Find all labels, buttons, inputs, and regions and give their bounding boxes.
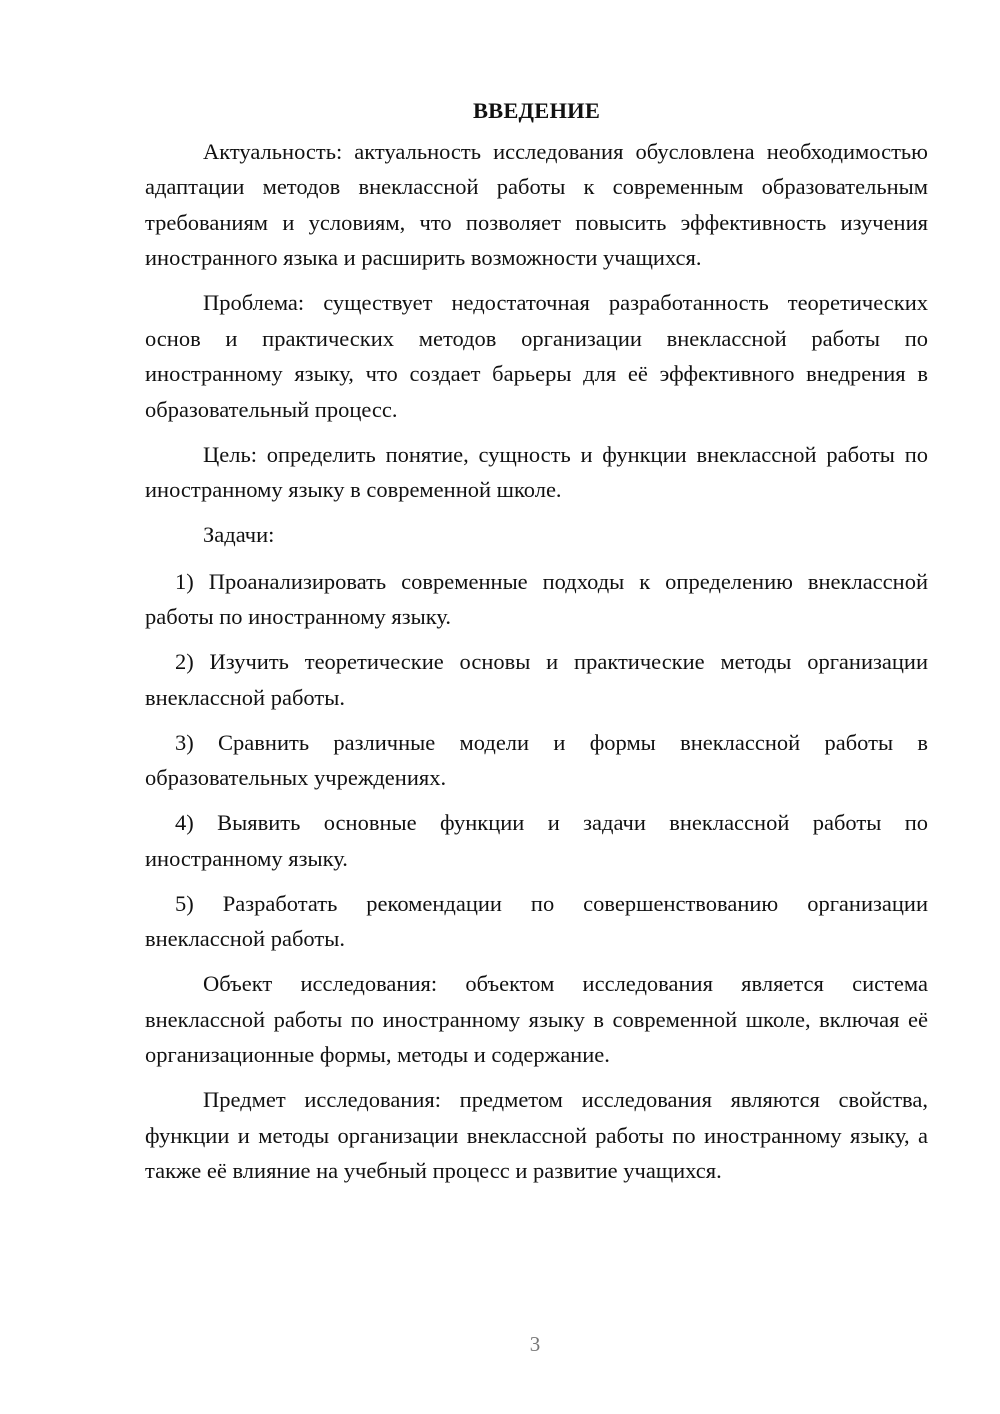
task-item: 1) Проанализировать современные подходы к определению внеклассной работы по иностранному языку. bbox=[145, 568, 928, 629]
problem-paragraph: Проблема: существует недостаточная разработанность теоретических основ и практических методов организации внеклассной работы по иностранному языку, что создает барьеры для её эффективного внедрения в образовательный процесс. bbox=[145, 290, 928, 422]
page-number: 3 bbox=[529, 1332, 541, 1356]
page-title: ВВЕДЕНИЕ bbox=[472, 98, 601, 123]
task-item: 3) Сравнить различные модели и формы внеклассной работы в образовательных учреждениях. bbox=[145, 729, 928, 790]
tasks-label: Задачи: bbox=[203, 522, 275, 547]
subject-paragraph: Предмет исследования: предметом исследования являются свойства, функции и методы организации внеклассной работы по иностранному языку, а также её влияние на учебный процесс и развитие учащихся. bbox=[145, 1087, 928, 1183]
task-item: 5) Разработать рекомендации по совершенствованию организации внеклассной работы. bbox=[145, 890, 928, 951]
goal-paragraph: Цель: определить понятие, сущность и функции внеклассной работы по иностранному языку в современной школе. bbox=[145, 441, 928, 502]
task-item: 4) Выявить основные функции и задачи внеклассной работы по иностранному языку. bbox=[145, 810, 928, 871]
relevance-paragraph: Актуальность: актуальность исследования обусловлена необходимостью адаптации методов внеклассной работы к современным образовательным требованиям и условиям, что позволяет повысить эффективность изучения иностранного языка и расширить возможности учащихся. bbox=[145, 138, 928, 270]
page-content bbox=[145, 93, 928, 1198]
object-paragraph: Объект исследования: объектом исследования является система внеклассной работы по иностранному языку в современной школе, включая её организационные формы, методы и содержание. bbox=[145, 971, 928, 1067]
task-item: 2) Изучить теоретические основы и практические методы организации внеклассной работы. bbox=[145, 649, 928, 710]
